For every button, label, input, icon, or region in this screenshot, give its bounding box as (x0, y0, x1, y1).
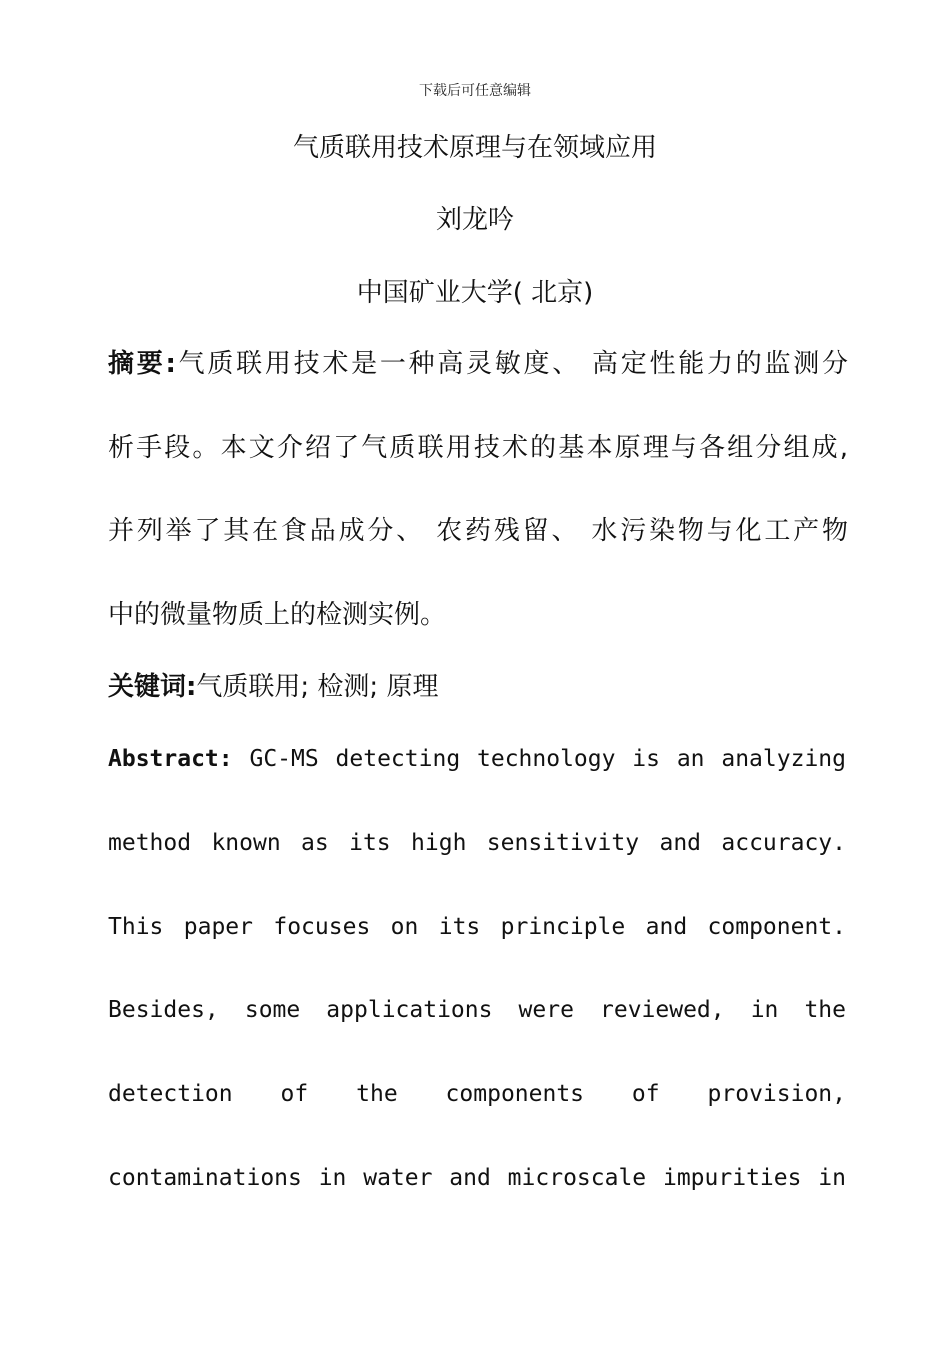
abstract-cn-line-2: 析手段。本文介绍了气质联用技术的基本原理与各组分组成, (108, 433, 848, 463)
header-note: 下载后可任意编辑 (419, 83, 531, 99)
abstract-en-line-4: Besides, some applications were reviewed, in the (108, 997, 846, 1023)
keywords-label: 关键词: (108, 672, 197, 702)
abstract-en-line-5: detection of the components of provision, (108, 1081, 846, 1107)
abstract-en-line-2: method known as its high sensitivity and accuracy. (108, 830, 846, 856)
author-name: 刘龙吟 (435, 205, 514, 235)
abstract-cn-line-3: 并列举了其在食品成分、 农药残留、 水污染物与化工产物 (108, 516, 848, 546)
abstract-en-line-6: contaminations in water and microscale impurities in (108, 1165, 846, 1191)
paper-title: 气质联用技术原理与在领域应用 (292, 133, 657, 163)
abstract-en-line-3: This paper focuses on its principle and component. (108, 914, 846, 940)
abstract-cn-label: 摘要: (108, 349, 176, 379)
keywords-line (108, 669, 848, 705)
author-affiliation: 中国矿业大学( 北京) (356, 278, 594, 308)
abstract-cn-line-1: 摘要:气质联用技术是一种高灵敏度、 高定性能力的监测分 (108, 349, 848, 379)
abstract-cn-line-4: 中的微量物质上的检测实例。 (108, 600, 447, 630)
keywords-text: 气质联用; 检测; 原理 (196, 672, 439, 702)
abstract-en-line-1: Abstract: GC-MS detecting technology is an analyzing (108, 746, 846, 772)
abstract-en-label: Abstract: (108, 746, 233, 772)
